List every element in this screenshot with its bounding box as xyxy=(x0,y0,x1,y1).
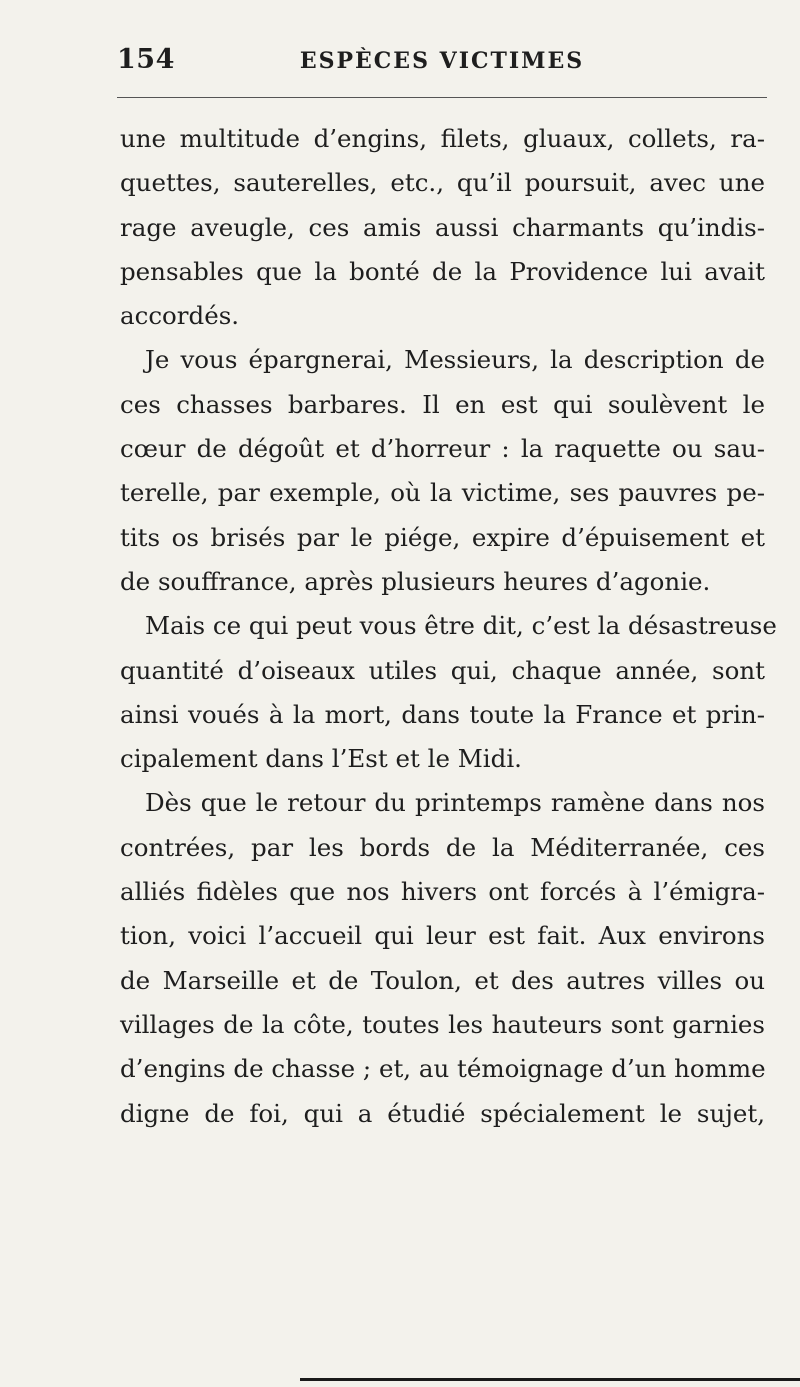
page-number: 154 xyxy=(117,44,175,75)
running-title: ESPÈCES VICTIMES xyxy=(299,48,585,74)
header-divider xyxy=(117,97,767,98)
text-line: ces chasses barbares. Il en est qui soulèvent le xyxy=(120,389,765,419)
text-line: Dès que le retour du printemps ramène dans nos xyxy=(145,788,765,818)
text-line: quettes, sauterelles, etc., qu’il poursuit, avec une xyxy=(120,168,765,198)
text-line: contrées, par les bords de la Méditerranée, ces xyxy=(120,832,765,862)
text-line: digne de foi, qui a étudié spécialement le sujet, xyxy=(120,1098,765,1128)
text-line: cœur de dégoût et d’horreur : la raquette ou sau- xyxy=(120,434,765,464)
text-line: une multitude d’engins, filets, gluaux, collets, ra- xyxy=(120,124,765,153)
text-line: tits os brisés par le piége, expire d’épuisement et xyxy=(120,522,765,552)
text-line: tion, voici l’accueil qui leur est fait. Aux environs xyxy=(120,921,765,951)
text-line: pensables que la bonté de la Providence lui avait xyxy=(120,256,765,286)
text-line: alliés fidèles que nos hivers ont forcés à l’émigra- xyxy=(120,877,765,907)
text-line: de Marseille et de Toulon, et des autres villes ou xyxy=(120,965,765,995)
text-line: d’engins de chasse ; et, au témoignage d’un homme xyxy=(120,1054,766,1084)
text-line: terelle, par exemple, où la victime, ses pauvres pe- xyxy=(120,478,765,508)
text-line: ainsi voués à la mort, dans toute la France et prin- xyxy=(120,699,765,729)
text-line: villages de la côte, toutes les hauteurs sont garnies xyxy=(120,1009,765,1039)
text-line: Je vous épargnerai, Messieurs, la description de xyxy=(145,345,765,375)
text-line: Mais ce qui peut vous être dit, c’est la désastreuse xyxy=(145,611,777,641)
text-line: de souffrance, après plusieurs heures d’agonie. xyxy=(120,566,711,596)
text-line: cipalement dans l’Est et le Midi. xyxy=(120,744,522,774)
bottom-edge-rule xyxy=(300,1378,800,1381)
text-line: quantité d’oiseaux utiles qui, chaque année, sont xyxy=(120,655,765,685)
text-line: accordés. xyxy=(120,301,240,331)
page-header xyxy=(117,44,767,84)
text-line: rage aveugle, ces amis aussi charmants qu’indis- xyxy=(120,212,765,242)
body-text xyxy=(120,117,777,1136)
